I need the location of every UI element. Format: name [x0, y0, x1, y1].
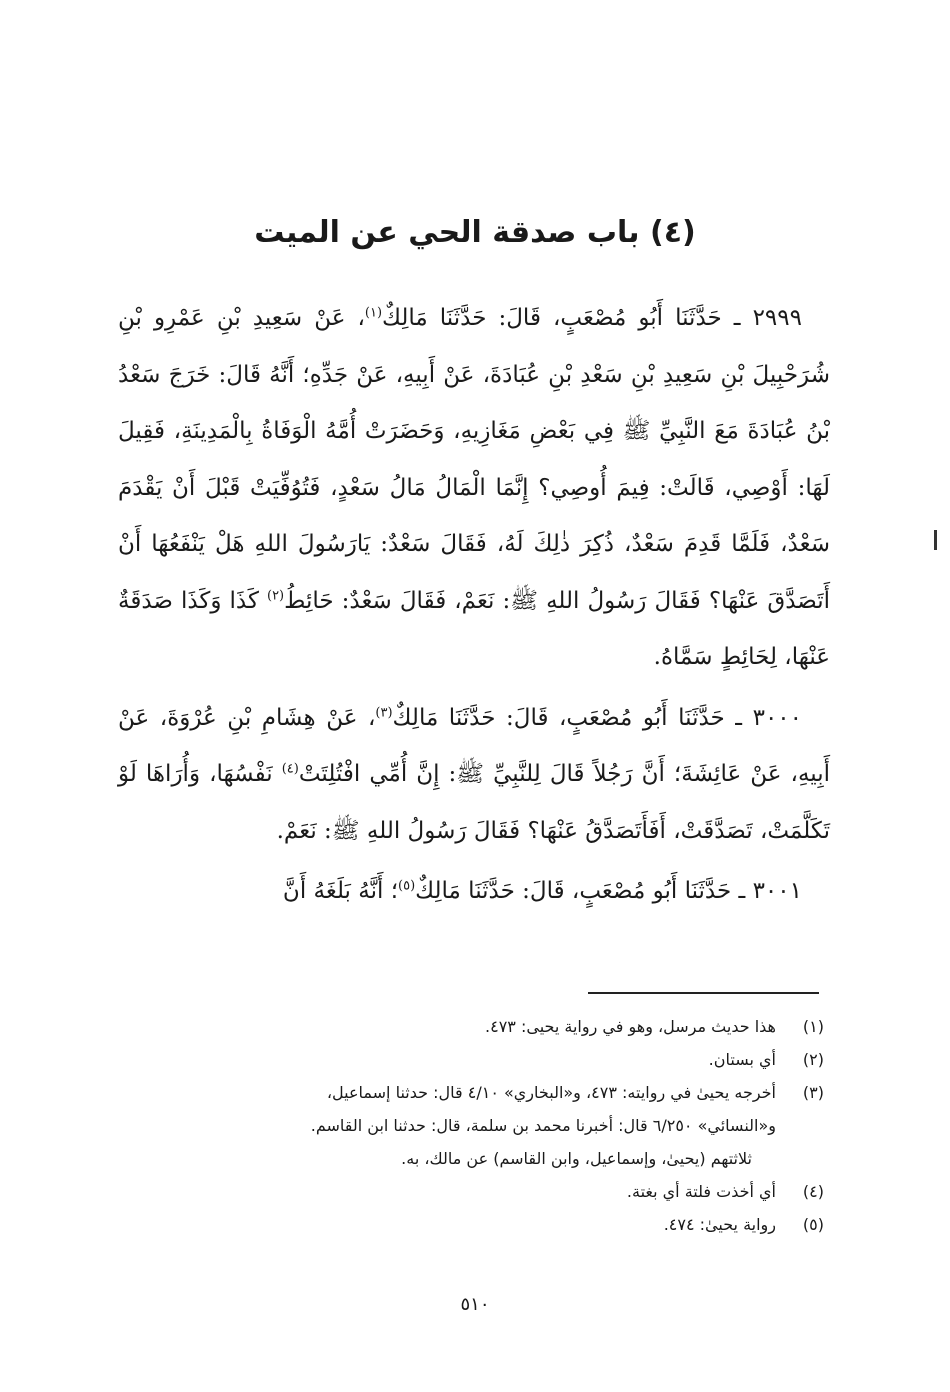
footnote-text: [120, 1208, 776, 1241]
footnotes: [120, 1010, 824, 1241]
scan-margin-mark: [934, 530, 937, 550]
footnote-number: (٥): [802, 1215, 824, 1234]
footnote-text: [120, 1076, 776, 1175]
footnote-line: رواية يحيىٰ: ٤٧٤.: [663, 1215, 776, 1234]
footnote-line: أي أخذت فلتة أي بغتة.: [626, 1182, 776, 1201]
hadith-3001: [118, 863, 830, 920]
footnote-ref-2: (٢): [266, 587, 285, 603]
hadith-2999: [118, 290, 830, 686]
footnote-text: [120, 1010, 776, 1043]
hadith-2999-text-c: كَذَا وَكَذَا صَدَقَةٌ عَنْهَا، لِحَائِطٍ سَمَّاهُ.: [118, 587, 830, 670]
footnote-3: [120, 1076, 824, 1175]
footnote-separator: [588, 992, 819, 994]
hadith-3000-text-b: ، عَنْ هِشَامِ بْنِ عُرْوَةَ، عَنْ أَبِيهِ، عَنْ عَائِشَةَ؛ أَنَّ رَجُلاً قَالَ لِلنَّبِيِّ ﷺ: إِنَّ أُمِّي افْتُلِتَتْ: [118, 704, 831, 787]
footnote-number: (٤): [802, 1182, 824, 1201]
footnote-number: (٣): [802, 1083, 824, 1102]
footnote-ref-3: (٣): [375, 704, 393, 720]
hadith-text-body: [118, 290, 830, 920]
hadith-2999-text-b: ، عَنْ سَعِيدِ بْنِ عَمْرِو بْنِ شُرَحْبِيلَ بْنِ سَعِيدِ بْنِ سَعْدِ بْنِ عُبَادَةَ، عَنْ أَبِيهِ، عَنْ جَدِّهِ؛ أَنَّهُ قَالَ: خَرَجَ سَعْدُ بْنُ عُبَادَةَ مَعَ النَّبِيِّ ﷺ فِي بَعْضِ مَغَازِيهِ، وَحَضَرَتْ أُمَّهُ الْوَفَاةُ بِالْمَدِينَةِ، فَقِيلَ لَهَا: أَوْصِي، قَالَتْ: فِيمَ أُوصِي؟ إِنَّمَا الْمَالُ مَالُ سَعْدٍ، فَتُوُفِّيَتْ قَبْلَ أَنْ يَقْدَمَ سَعْدٌ، فَلَمَّا قَدِمَ سَعْدٌ، ذُكِرَ ذٰلِكَ لَهُ، فَقَالَ سَعْدٌ: يَارَسُولَ اللهِ هَلْ يَنْفَعُهَا أَنْ أَتَصَدَّقَ عَنْهَا؟ فَقَالَ رَسُولُ اللهِ ﷺ: نَعَمْ، فَقَالَ سَعْدٌ: حَائِطُ: [118, 305, 831, 614]
page-number: ٥١٠: [460, 1294, 490, 1315]
footnote-line: أي بستان.: [708, 1050, 776, 1069]
footnote-line: هذا حديث مرسل، وهو في رواية يحيى: ٤٧٣.: [485, 1017, 776, 1036]
footnote-ref-5: (٥): [398, 878, 416, 894]
hadith-3000-text-c: نَفْسُهَا، وَأُرَاهَا لَوْ تَكَلَّمَتْ، تَصَدَّقَتْ، أَفَأَتَصَدَّقُ عَنْهَا؟ فَقَالَ رَسُولُ اللهِ ﷺ: نَعَمْ.: [118, 761, 830, 844]
footnote-text: [120, 1175, 776, 1208]
footnote-line: أخرجه يحيىٰ في روايته: ٤٧٣، و«البخاري» ٤/١٠ قال: حدثنا إسماعيل،: [326, 1083, 776, 1102]
hadith-3001-text-a: ٣٠٠١ ـ حَدَّثَنَا أَبُو مُصْعَبٍ، قَالَ: حَدَّثَنَا مَالِكٌ: [415, 878, 802, 904]
footnote-line: و«النسائي» ٦/٢٥٠ قال: أخبرنا محمد بن سلمة، قال: حدثنا ابن القاسم.: [310, 1116, 776, 1135]
hadith-3000: [118, 690, 830, 860]
footnote-2: [120, 1043, 824, 1076]
chapter-heading: (٤) باب صدقة الحي عن الميت: [254, 215, 696, 250]
hadith-3000-text-a: ٣٠٠٠ ـ حَدَّثَنَا أَبُو مُصْعَبٍ، قَالَ: حَدَّثَنَا مَالِكٌ: [392, 704, 803, 731]
footnote-text: [120, 1043, 776, 1076]
footnote-5: [120, 1208, 824, 1241]
hadith-3001-text-b: ؛ أَنَّهُ بَلَغَهُ أَنَّ: [282, 878, 399, 904]
footnote-number: (٢): [802, 1050, 824, 1069]
footnote-ref-1: (١): [364, 305, 383, 321]
footnote-ref-4: (٤): [281, 761, 299, 777]
footnote-number: (١): [802, 1017, 824, 1036]
hadith-2999-text-a: ٢٩٩٩ ـ حَدَّثَنَا أَبُو مُصْعَبٍ، قَالَ: حَدَّثَنَا مَالِكٌ: [382, 305, 802, 331]
footnote-4: [120, 1175, 824, 1208]
footnote-1: [120, 1010, 824, 1043]
footnote-line: ثلاثتهم (يحيىٰ، وإسماعيل، وابن القاسم) عن مالك، به.: [401, 1149, 752, 1168]
